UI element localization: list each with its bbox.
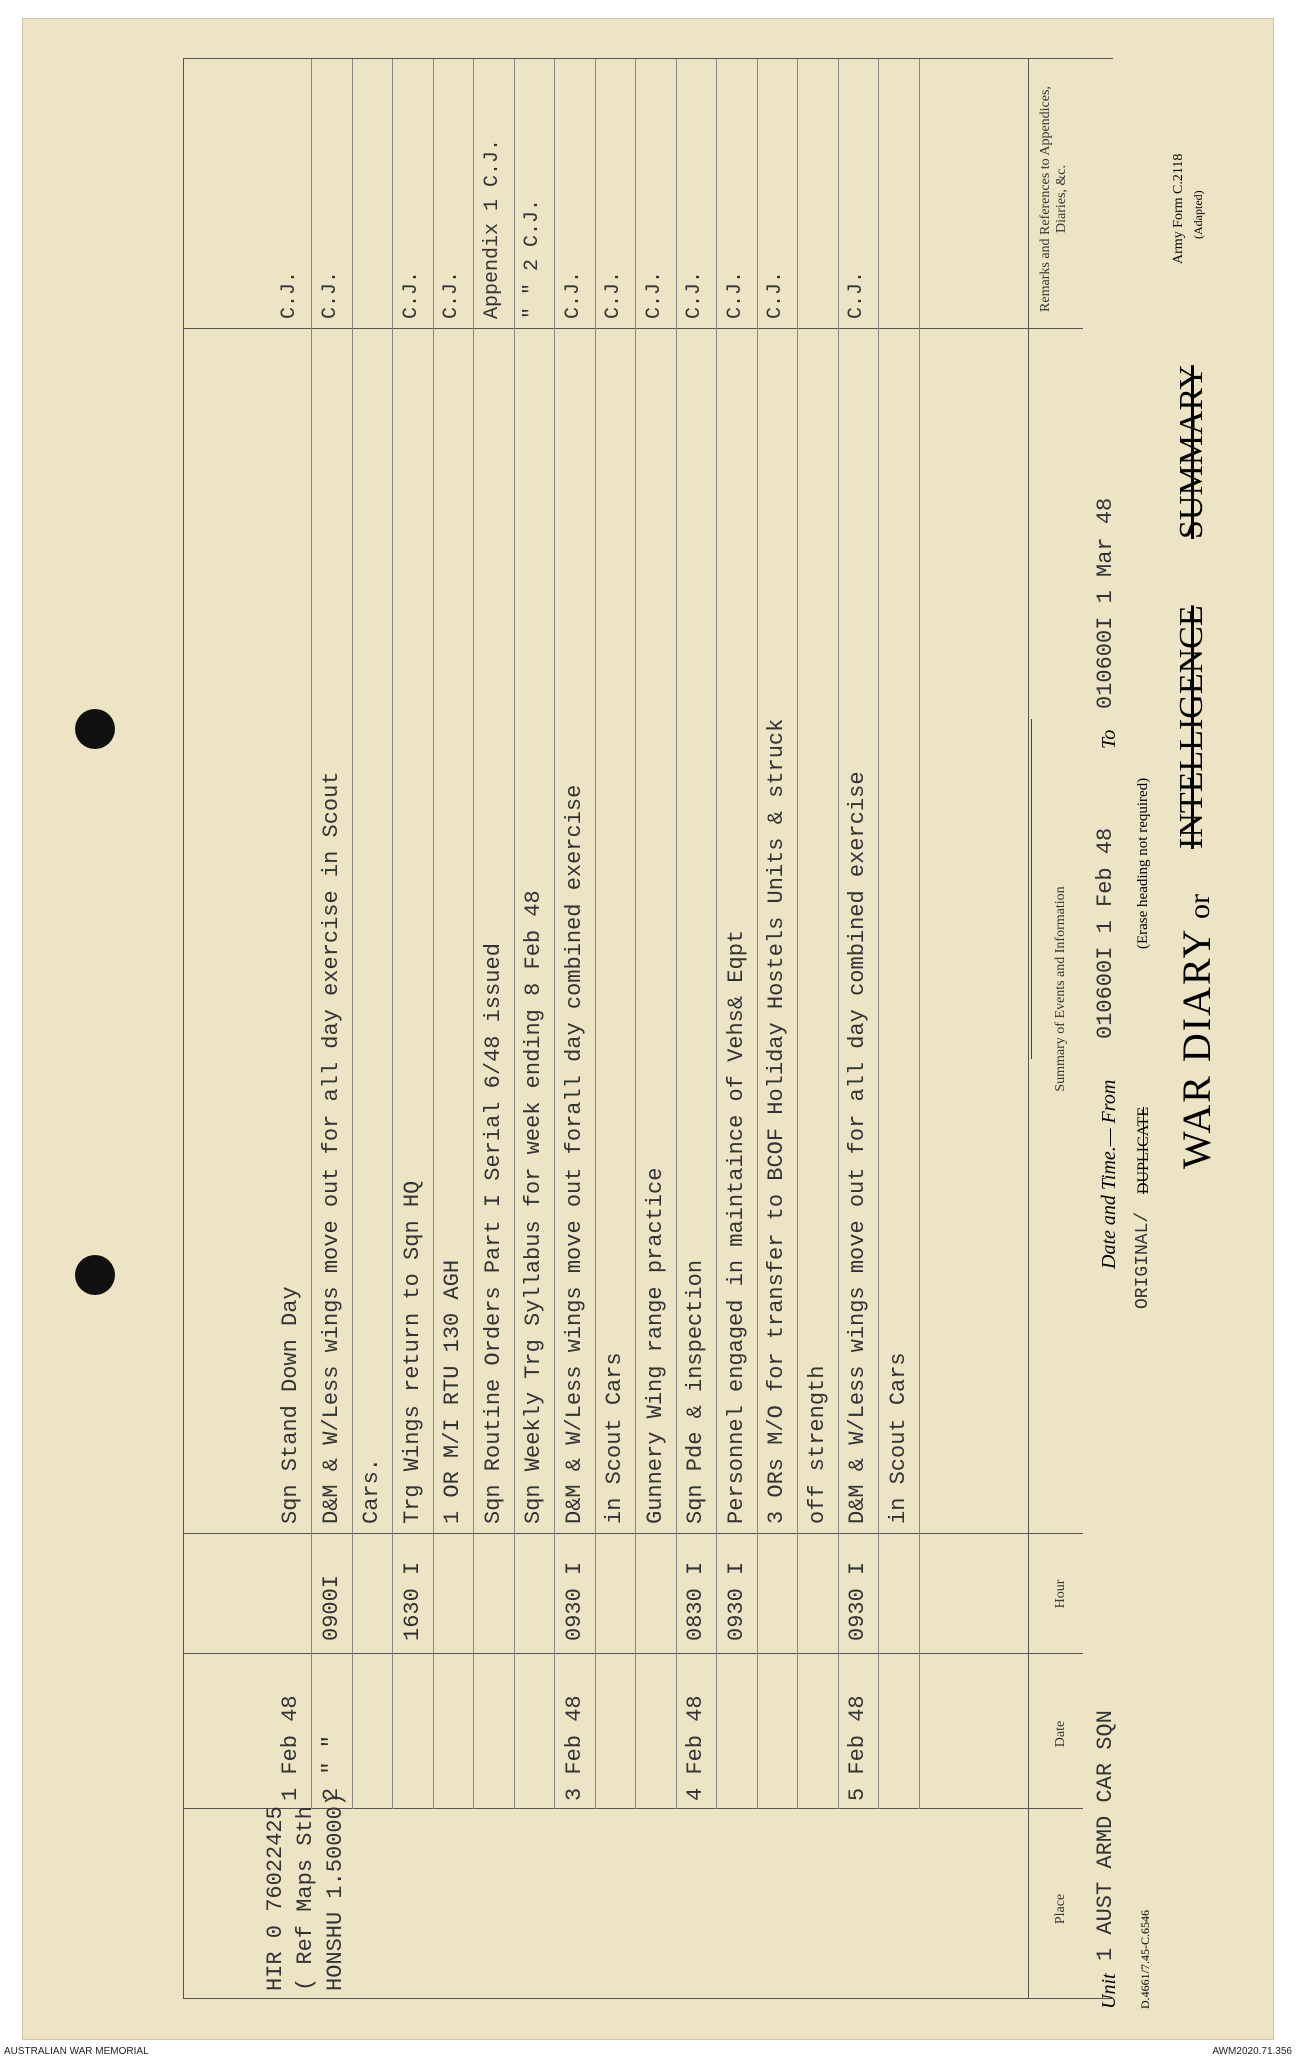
entry-remark: C.J. bbox=[642, 270, 666, 319]
entry-text: 1 OR M/I RTU 130 AGH bbox=[440, 1259, 465, 1524]
entry-text: Sqn Routine Orders Part I Serial 6/48 issued bbox=[480, 943, 506, 1524]
entry-text: Sqn Pde & inspection bbox=[683, 1259, 708, 1524]
col-summary-header: Summary of Events and Information bbox=[1053, 886, 1068, 1092]
datetime-label: Date and Time.— From bbox=[1098, 1079, 1120, 1269]
col-rule bbox=[183, 1808, 1083, 1809]
entry-remark: C.J. bbox=[561, 270, 585, 319]
col-date-header: Date bbox=[1053, 1720, 1068, 1748]
place-line-2: ( Ref Maps Sth bbox=[293, 1806, 318, 1991]
entry-text: 3 ORs M/O for transfer to BCOF Holiday Hostels Units & struck bbox=[764, 718, 789, 1524]
entry-remark: " " 2 C.J. bbox=[521, 198, 544, 319]
col-remarks-header: Remarks and References to Appendices, Diaries, &c. bbox=[1038, 86, 1069, 312]
col-hour-header: Hour bbox=[1053, 1579, 1068, 1609]
entry-hour: 0930 I bbox=[723, 1561, 749, 1641]
entry-remark: C.J. bbox=[764, 270, 787, 319]
entry-text: Trg Wings return to Sqn HQ bbox=[399, 1180, 425, 1524]
entry-remark: C.J. bbox=[440, 270, 463, 319]
duplicate-struck: DUPLICATE bbox=[1135, 1106, 1152, 1194]
army-form-adapted: (Adapted) bbox=[1191, 190, 1205, 239]
col-rule bbox=[183, 328, 1083, 329]
entry-text: Personnel engaged in maintaince of Vehs& Eqpt bbox=[723, 929, 749, 1524]
rotated-form bbox=[23, 19, 1273, 2039]
col-rule bbox=[183, 58, 1113, 59]
row-rule bbox=[635, 59, 636, 1809]
entry-text: Gunnery Wing range practice bbox=[642, 1167, 668, 1524]
title-summary: SUMMARY bbox=[1173, 365, 1210, 539]
row-rule bbox=[595, 59, 596, 1809]
entry-date: 4 Feb 48 bbox=[683, 1695, 708, 1801]
title-intelligence: INTELLIGENCE bbox=[1173, 605, 1210, 849]
col-rule bbox=[183, 1533, 1083, 1534]
army-form-number: Army Form C.2118 bbox=[1171, 153, 1186, 264]
place-line-1: HIR 0 76022425 bbox=[263, 1806, 288, 1991]
row-rule bbox=[838, 59, 839, 1809]
entry-remark: C.J. bbox=[723, 270, 747, 319]
row-rule bbox=[797, 59, 798, 1809]
entry-text: D&M & W/Less wings move out for all day combined exercise bbox=[845, 771, 870, 1524]
entry-date: 2 " " bbox=[318, 1734, 344, 1801]
entry-text: in Scout Cars bbox=[885, 1352, 911, 1524]
document-page bbox=[22, 18, 1274, 2040]
row-rule bbox=[392, 59, 393, 1809]
entry-remark: C.J. bbox=[845, 270, 868, 319]
footer-left: AUSTRALIAN WAR MEMORIAL bbox=[4, 2046, 149, 2057]
col-rule bbox=[183, 1653, 1083, 1654]
unit-value: 1 AUST ARMD CAR SQN bbox=[1093, 1710, 1118, 1961]
footer-right: AWM2020.71.356 bbox=[1212, 2046, 1292, 2057]
entry-remark: C.J. bbox=[602, 270, 625, 319]
entry-hour: 0900I bbox=[318, 1574, 344, 1641]
row-rule bbox=[473, 59, 474, 1809]
entry-date: 5 Feb 48 bbox=[845, 1695, 870, 1801]
entry-date: 3 Feb 48 bbox=[561, 1695, 587, 1801]
place-line-3: HONSHU 1.50000) bbox=[323, 1792, 348, 1991]
row-rule bbox=[757, 59, 758, 1809]
title-or: or bbox=[1183, 894, 1216, 919]
to-label: To bbox=[1098, 729, 1120, 749]
row-rule bbox=[514, 59, 515, 1809]
entry-text: Sqn Weekly Trg Syllabus for week ending 8 Feb 48 bbox=[521, 890, 546, 1524]
entry-text: D&M & W/Less wings move out for all day exercise in Scout bbox=[318, 771, 344, 1524]
entry-text: in Scout Cars bbox=[602, 1352, 627, 1524]
row-rule bbox=[716, 59, 717, 1809]
unit-label: Unit bbox=[1098, 1973, 1120, 2009]
entry-remark: C.J. bbox=[399, 270, 423, 319]
entry-remark: Appendix 1 C.J. bbox=[480, 138, 504, 319]
row-rule bbox=[311, 59, 312, 1809]
row-rule bbox=[554, 59, 555, 1809]
from-value: 010600I 1 Feb 48 bbox=[1093, 827, 1118, 1039]
entry-remark: C.J. bbox=[318, 270, 342, 319]
form-serial: D.4661/7.45-C.6546 bbox=[1138, 1910, 1152, 2009]
col-place-header: Place bbox=[1053, 1893, 1068, 1925]
to-value: 010600I 1 Mar 48 bbox=[1093, 497, 1118, 709]
entry-date: 1 Feb 48 bbox=[278, 1695, 303, 1801]
entry-remark: C.J. bbox=[278, 270, 301, 319]
bottom-rule bbox=[183, 59, 184, 1999]
row-rule bbox=[352, 59, 353, 1809]
entry-text: Cars. bbox=[359, 1457, 384, 1524]
header-underline bbox=[1031, 719, 1032, 1059]
row-rule bbox=[433, 59, 434, 1809]
entry-hour: 0930 I bbox=[845, 1561, 870, 1641]
erase-note: (Erase heading not required) bbox=[1135, 777, 1151, 949]
entry-remark: C.J. bbox=[683, 270, 706, 319]
row-rule bbox=[919, 59, 920, 1809]
entry-hour: 1630 I bbox=[399, 1561, 425, 1641]
entry-hour: 0930 I bbox=[561, 1561, 587, 1641]
col-rule bbox=[183, 1998, 1113, 1999]
entry-text: off strength bbox=[804, 1365, 830, 1524]
entry-hour: 0830 I bbox=[683, 1561, 708, 1641]
original-label: ORIGINAL/ bbox=[1133, 1211, 1153, 1309]
entry-text: D&M & W/Less wings move out forall day combined exercise bbox=[561, 784, 587, 1524]
header-rule bbox=[1028, 59, 1029, 1999]
title-war-diary: WAR DIARY bbox=[1174, 927, 1219, 1169]
entry-text: Sqn Stand Down Day bbox=[278, 1286, 303, 1524]
row-rule bbox=[676, 59, 677, 1809]
row-rule bbox=[878, 59, 879, 1809]
